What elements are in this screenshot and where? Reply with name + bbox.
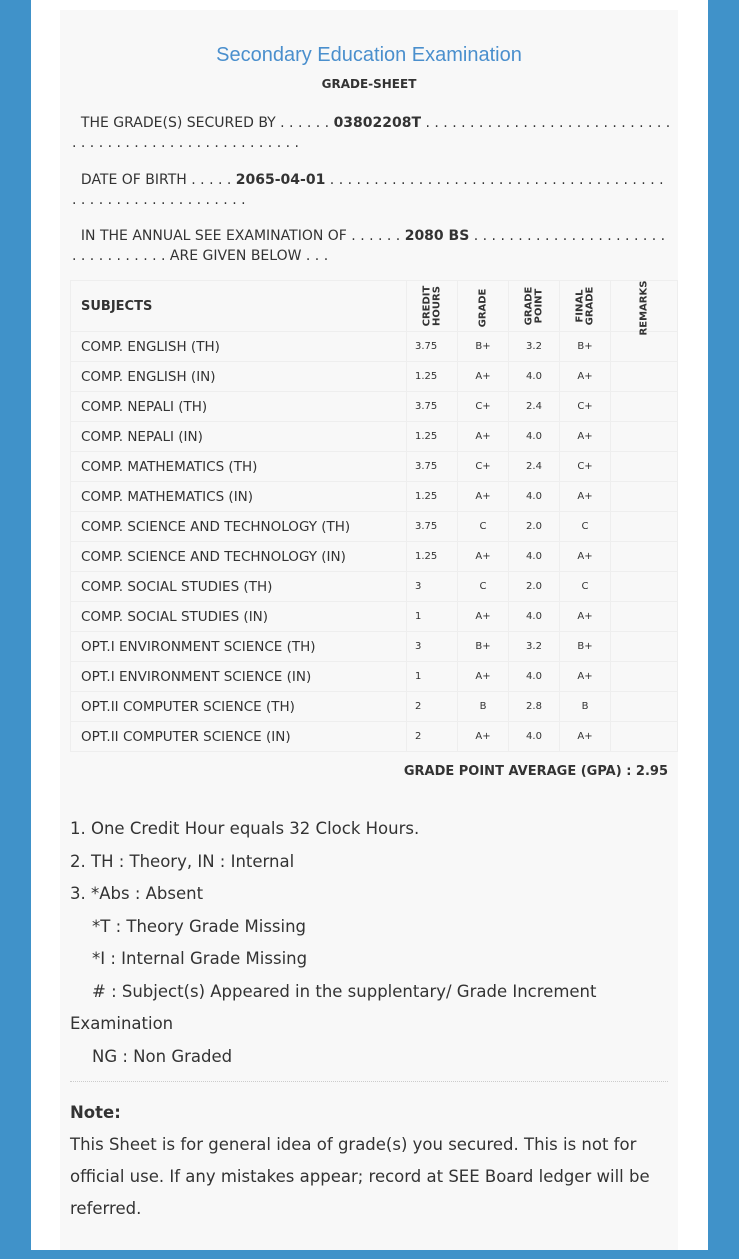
cell-final-grade: A+ xyxy=(560,542,611,572)
cell-credit-hours: 1.25 xyxy=(407,362,458,392)
exam-line: IN THE ANNUAL SEE EXAMINATION OF . . . . . . 2080 BS . . . . . . . . . . . . . . . . . . . . . . . . . . . . . . . . . ARE GIVEN BELOW . . . xyxy=(72,228,666,264)
cell-grade-point: 3.2 xyxy=(509,632,560,662)
cell-grade: A+ xyxy=(458,542,509,572)
table-row xyxy=(71,602,678,632)
cell-remarks xyxy=(611,422,678,452)
cell-final-grade: A+ xyxy=(560,722,611,752)
cell-subject: COMP. MATHEMATICS (TH) xyxy=(71,452,407,482)
cell-remarks xyxy=(611,482,678,512)
cell-credit-hours: 1.25 xyxy=(407,422,458,452)
table-row xyxy=(71,542,678,572)
cell-credit-hours: 3 xyxy=(407,572,458,602)
cell-grade-point: 4.0 xyxy=(509,662,560,692)
cell-final-grade: C+ xyxy=(560,452,611,482)
cell-subject: COMP. NEPALI (TH) xyxy=(71,392,407,422)
cell-remarks xyxy=(611,512,678,542)
cell-remarks xyxy=(611,362,678,392)
cell-grade: A+ xyxy=(458,602,509,632)
cell-grade-point: 4.0 xyxy=(509,542,560,572)
cell-grade-point: 4.0 xyxy=(509,482,560,512)
table-row xyxy=(71,572,678,602)
cell-grade: A+ xyxy=(458,422,509,452)
cell-final-grade: A+ xyxy=(560,602,611,632)
cell-grade: B+ xyxy=(458,332,509,362)
secured-by-line: THE GRADE(S) SECURED BY . . . . . . 03802208T . . . . . . . . . . . . . . . . . . . . . . . . . . . . . . . . . . . . . . . . . . . . . . . . . . . . . . xyxy=(72,115,671,151)
cell-final-grade: C xyxy=(560,572,611,602)
cell-subject: COMP. SOCIAL STUDIES (IN) xyxy=(71,602,407,632)
cell-remarks xyxy=(611,392,678,422)
table-row xyxy=(71,632,678,662)
cell-subject: COMP. SCIENCE AND TECHNOLOGY (TH) xyxy=(71,512,407,542)
dob-value: 2065-04-01 xyxy=(235,172,326,188)
cell-subject: COMP. NEPALI (IN) xyxy=(71,422,407,452)
page-title: Secondary Education Examination xyxy=(216,44,522,66)
cell-grade: A+ xyxy=(458,482,509,512)
cell-grade-point: 2.8 xyxy=(509,692,560,722)
cell-final-grade: A+ xyxy=(560,482,611,512)
table-row xyxy=(71,452,678,482)
cell-final-grade: A+ xyxy=(560,662,611,692)
legend-item: *I : Internal Grade Missing xyxy=(92,949,308,968)
legend-item: 1. One Credit Hour equals 32 Clock Hours. xyxy=(70,819,420,838)
legend-item: 2. TH : Theory, IN : Internal xyxy=(70,851,295,871)
grade-sheet-card xyxy=(60,10,678,1250)
dob-line: DATE OF BIRTH . . . . . 2065-04-01 . . . . . . . . . . . . . . . . . . . . . . . . . . . . . . . . . . . . . . . . . . . . . . . . . . . . . . . . . . xyxy=(72,172,664,208)
cell-credit-hours: 3 xyxy=(407,632,458,662)
note-text: This Sheet is for general idea of grade(s) you secured. This is not for official use. If any mistakes appear; record at SEE Board ledger will be referred. xyxy=(70,1135,650,1218)
cell-grade: C xyxy=(458,572,509,602)
cell-grade-point: 2.0 xyxy=(509,572,560,602)
legend-list xyxy=(70,813,670,1073)
cell-credit-hours: 1 xyxy=(407,602,458,632)
grades-table xyxy=(70,280,678,752)
cell-credit-hours: 3.75 xyxy=(407,332,458,362)
header-grade-point: GRADE POINT xyxy=(523,286,544,326)
note xyxy=(70,1097,670,1225)
sheet-subtitle: GRADE-SHEET xyxy=(321,77,417,91)
gpa: GRADE POINT AVERAGE (GPA) : 2.95 xyxy=(403,764,668,779)
cell-grade-point: 2.0 xyxy=(509,512,560,542)
cell-final-grade: B+ xyxy=(560,632,611,662)
table-row xyxy=(71,362,678,392)
cell-final-grade: A+ xyxy=(560,422,611,452)
cell-credit-hours: 2 xyxy=(407,722,458,752)
cell-subject: OPT.I ENVIRONMENT SCIENCE (TH) xyxy=(71,632,407,662)
cell-remarks xyxy=(611,632,678,662)
cell-remarks xyxy=(611,572,678,602)
cell-grade-point: 4.0 xyxy=(509,422,560,452)
table-row xyxy=(71,722,678,752)
cell-credit-hours: 1.25 xyxy=(407,542,458,572)
header-remarks: REMARKS xyxy=(638,280,649,335)
header-grade: GRADE xyxy=(477,288,488,327)
exam-year: 2080 BS xyxy=(404,228,470,244)
cell-remarks xyxy=(611,452,678,482)
cell-grade: B+ xyxy=(458,632,509,662)
symbol-number: 03802208T xyxy=(333,115,422,131)
cell-subject: OPT.I ENVIRONMENT SCIENCE (IN) xyxy=(71,662,407,692)
cell-grade-point: 4.0 xyxy=(509,602,560,632)
legend-item: 3. *Abs : Absent xyxy=(70,884,204,903)
header-final-grade: FINAL GRADE xyxy=(574,286,595,326)
divider xyxy=(70,1081,668,1082)
table-header xyxy=(71,281,678,332)
cell-subject: OPT.II COMPUTER SCIENCE (TH) xyxy=(71,692,407,722)
cell-remarks xyxy=(611,692,678,722)
cell-credit-hours: 1 xyxy=(407,662,458,692)
cell-final-grade: B xyxy=(560,692,611,722)
legend-item: *T : Theory Grade Missing xyxy=(92,916,307,936)
cell-final-grade: C xyxy=(560,512,611,542)
note-title: Note: xyxy=(70,1103,121,1122)
cell-credit-hours: 3.75 xyxy=(407,392,458,422)
cell-credit-hours: 1.25 xyxy=(407,482,458,512)
table-row xyxy=(71,392,678,422)
legend-item: # : Subject(s) Appeared in the supplentary/ Grade Increment xyxy=(92,981,597,1001)
cell-remarks xyxy=(611,542,678,572)
table-row xyxy=(71,662,678,692)
cell-grade-point: 4.0 xyxy=(509,722,560,752)
cell-grade: B xyxy=(458,692,509,722)
cell-subject: COMP. ENGLISH (IN) xyxy=(71,362,407,392)
cell-final-grade: C+ xyxy=(560,392,611,422)
cell-credit-hours: 3.75 xyxy=(407,512,458,542)
header-subjects: SUBJECTS xyxy=(71,281,407,332)
cell-grade-point: 2.4 xyxy=(509,452,560,482)
cell-credit-hours: 2 xyxy=(407,692,458,722)
cell-grade: C xyxy=(458,512,509,542)
legend-item: NG : Non Graded xyxy=(92,1046,233,1066)
table-row xyxy=(71,482,678,512)
cell-remarks xyxy=(611,722,678,752)
cell-final-grade: A+ xyxy=(560,362,611,392)
table-row xyxy=(71,512,678,542)
cell-grade-point: 2.4 xyxy=(509,392,560,422)
page xyxy=(31,0,708,1250)
header-credit-hours: CREDIT HOURS xyxy=(421,285,442,327)
cell-subject: COMP. SOCIAL STUDIES (TH) xyxy=(71,572,407,602)
table-row xyxy=(71,422,678,452)
cell-remarks xyxy=(611,662,678,692)
cell-remarks xyxy=(611,602,678,632)
cell-subject: COMP. SCIENCE AND TECHNOLOGY (IN) xyxy=(71,542,407,572)
cell-grade: C+ xyxy=(458,392,509,422)
cell-subject: OPT.II COMPUTER SCIENCE (IN) xyxy=(71,722,407,752)
cell-grade: A+ xyxy=(458,662,509,692)
cell-grade: C+ xyxy=(458,452,509,482)
cell-remarks xyxy=(611,332,678,362)
cell-grade-point: 3.2 xyxy=(509,332,560,362)
cell-final-grade: B+ xyxy=(560,332,611,362)
cell-credit-hours: 3.75 xyxy=(407,452,458,482)
table-row xyxy=(71,692,678,722)
cell-grade-point: 4.0 xyxy=(509,362,560,392)
cell-subject: COMP. ENGLISH (TH) xyxy=(71,332,407,362)
cell-grade: A+ xyxy=(458,362,509,392)
legend-item: Examination xyxy=(70,1014,174,1033)
cell-subject: COMP. MATHEMATICS (IN) xyxy=(71,482,407,512)
cell-grade: A+ xyxy=(458,722,509,752)
table-row xyxy=(71,332,678,362)
